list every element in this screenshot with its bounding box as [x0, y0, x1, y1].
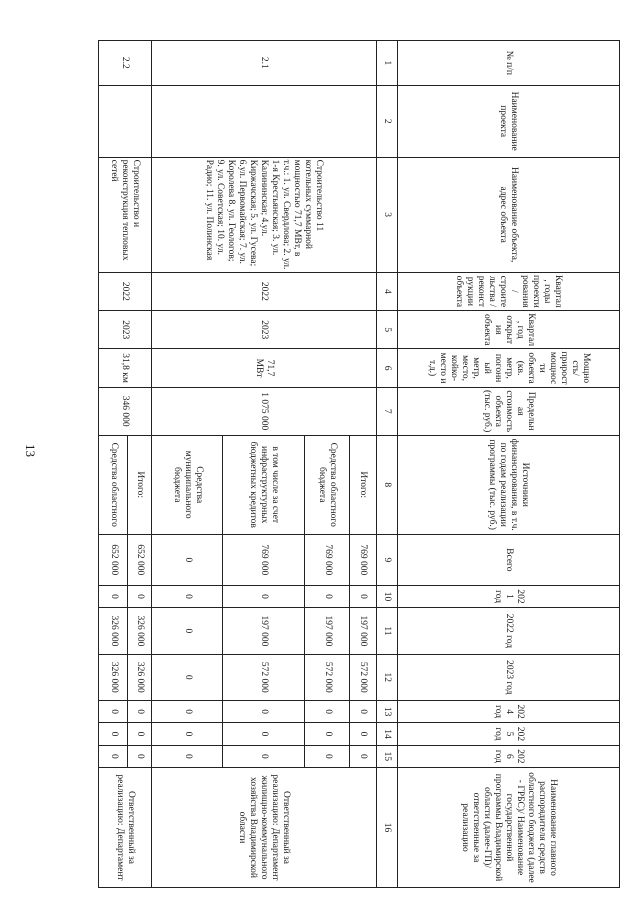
row-number-2-1: 2.1 [151, 41, 376, 86]
column-number: 2 [376, 85, 397, 157]
value-2021: 0 [350, 585, 376, 607]
header-cell-2024: 2024 год [397, 700, 619, 722]
value-2021: 0 [128, 585, 152, 607]
header-row [397, 41, 619, 888]
header-cell-project: Наименование проекта [397, 85, 619, 157]
value-2024: 0 [305, 700, 350, 722]
row-number-2-2: 2.2 [99, 41, 152, 86]
column-number: 7 [376, 387, 397, 435]
value-2025: 0 [99, 723, 128, 745]
value-total: 769 000 [350, 534, 376, 585]
capacity-2-1: 71,7 МВт [151, 349, 376, 387]
column-number: 6 [376, 349, 397, 387]
max-cost-2-2: 346 000 [99, 387, 152, 435]
value-2024: 0 [151, 700, 222, 722]
header-cell-2025: 2025 год [397, 723, 619, 745]
value-2024: 0 [350, 700, 376, 722]
header-cell-object: Наименование объекта, адрес объекта [397, 157, 619, 272]
design-years-2-2: 2022 [99, 272, 152, 310]
column-number: 13 [376, 700, 397, 722]
value-2023: 326 000 [99, 654, 128, 700]
value-2022: 326 000 [128, 608, 152, 654]
value-2023: 572 000 [350, 654, 376, 700]
column-number: 5 [376, 311, 397, 349]
column-number: 16 [376, 768, 397, 888]
project-name-cell [151, 85, 376, 157]
value-2022: 197 000 [350, 608, 376, 654]
value-total: 0 [151, 534, 222, 585]
budget-table-rotated [98, 40, 620, 888]
value-2026: 0 [350, 745, 376, 767]
value-2024: 0 [128, 700, 152, 722]
value-2022: 197 000 [223, 608, 305, 654]
value-2024: 0 [99, 700, 128, 722]
capacity-2-2: 31,8 км [99, 349, 152, 387]
value-2025: 0 [305, 723, 350, 745]
value-2021: 0 [223, 585, 305, 607]
value-2025: 0 [223, 723, 305, 745]
header-cell-responsible: Наименование главного распорядителя средств областного бюджета (далее - ГРБС)/ Наименование государственной программы Владимирской области (далее-ГП)/ ответственные за реализацию [397, 768, 619, 888]
value-2023: 0 [151, 654, 222, 700]
value-2026: 0 [223, 745, 305, 767]
value-2025: 0 [151, 723, 222, 745]
column-number: 9 [376, 534, 397, 585]
value-2023: 572 000 [223, 654, 305, 700]
column-number-row [376, 41, 397, 888]
responsible-2-2: Ответственный за реализацию: Департамент [99, 768, 152, 888]
header-cell-max-cost: Предельная стоимость объекта (тыс. руб.) [397, 387, 619, 435]
header-cell-2022: 2022 год [397, 608, 619, 654]
column-number: 12 [376, 654, 397, 700]
value-2022: 0 [151, 608, 222, 654]
source-label: Средства областного бюджета [305, 435, 350, 534]
header-cell-2026: 2026 год [397, 745, 619, 767]
column-number: 1 [376, 41, 397, 86]
open-year-2-2: 2023 [99, 311, 152, 349]
column-number: 11 [376, 608, 397, 654]
max-cost-2-1: 1 075 000 [151, 387, 376, 435]
header-cell-2023: 2023 год [397, 654, 619, 700]
header-cell-capacity: Мощность/прирост мощности объекта (кв. метр, погонный метр, место, койко-место и т.д.) [397, 349, 619, 387]
header-cell-total: Всего [397, 534, 619, 585]
object-name-2-1: Строительство 11 котельных суммарной мощностью 71,7 МВт, в т.ч.: 1. ул. Свердлова; 2. ул. 1-я Крестьянская; 3. ул. Калининская; 4.ул. Киржачская; 5. ул. Гусева; 6.ул. Первомайская; 7. ул. Королева 8. ул. Геологов; 9. ул. Советская; 10. ул. Радио; 11. ул. Полинская [151, 157, 376, 272]
value-2026: 0 [128, 745, 152, 767]
value-2023: 572 000 [305, 654, 350, 700]
value-2022: 197 000 [305, 608, 350, 654]
value-total: 769 000 [223, 534, 305, 585]
value-2024: 0 [223, 700, 305, 722]
value-2026: 0 [99, 745, 128, 767]
column-number: 14 [376, 723, 397, 745]
table-row-2-1-total [350, 41, 376, 888]
table-row-2-2-total [128, 41, 152, 888]
column-number: 3 [376, 157, 397, 272]
column-number: 4 [376, 272, 397, 310]
source-label: Итого: [128, 435, 152, 534]
source-label: Итого: [350, 435, 376, 534]
value-2023: 326 000 [128, 654, 152, 700]
value-total: 652 000 [128, 534, 152, 585]
project-name-cell [99, 85, 152, 157]
column-number: 15 [376, 745, 397, 767]
header-cell-open-year: Квартал, год открытия объекта [397, 311, 619, 349]
header-cell-num: № п/п [397, 41, 619, 86]
open-year-2-1: 2023 [151, 311, 376, 349]
source-label: в том числе за счет инфраструктурных бюджетных кредитов [223, 435, 305, 534]
value-2025: 0 [128, 723, 152, 745]
value-2021: 0 [305, 585, 350, 607]
value-2026: 0 [305, 745, 350, 767]
source-label: Средства областного [99, 435, 128, 534]
value-total: 652 000 [99, 534, 128, 585]
header-cell-2021: 2021 год [397, 585, 619, 607]
header-cell-design-years: Квартал, годы проектирования /строительства /реконструкции объекта [397, 272, 619, 310]
value-2025: 0 [350, 723, 376, 745]
investment-objects-table [98, 40, 620, 888]
source-label: Средства муниципального бюджета [151, 435, 222, 534]
header-cell-sources: Источники финансирования, в т.ч. по годам реализации программы (тыс. руб.) [397, 435, 619, 534]
column-number: 10 [376, 585, 397, 607]
object-name-2-2: Строительство и реконструкция тепловых сетей [99, 157, 152, 272]
column-number: 8 [376, 435, 397, 534]
page-number: 13 [23, 444, 38, 457]
value-2026: 0 [151, 745, 222, 767]
value-total: 769 000 [305, 534, 350, 585]
value-2021: 0 [99, 585, 128, 607]
value-2022: 326 000 [99, 608, 128, 654]
responsible-2-1: Ответственный за реализацию: Департамент жилищно-коммунального хозяйства Владимирской области [151, 768, 376, 888]
value-2021: 0 [151, 585, 222, 607]
design-years-2-1: 2022 [151, 272, 376, 310]
